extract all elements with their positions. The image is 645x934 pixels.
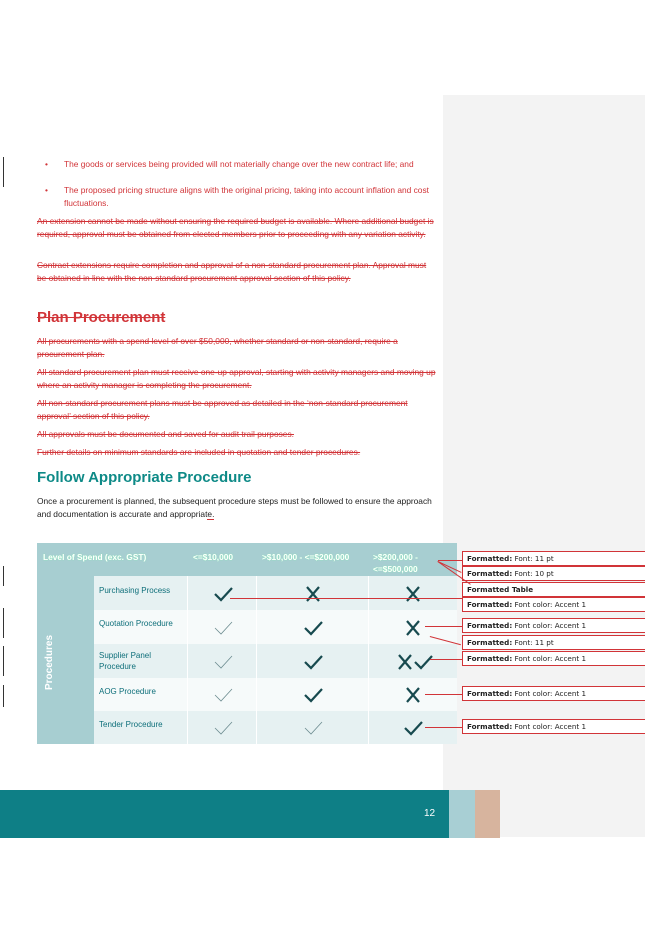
row-label: Quotation Procedure xyxy=(99,619,173,628)
comment-balloon[interactable] xyxy=(462,651,645,666)
row-label: AOG Procedure xyxy=(99,687,156,696)
comment-connector xyxy=(430,659,462,660)
comment-connector xyxy=(425,626,462,627)
section-heading: Follow Appropriate Procedure xyxy=(37,469,252,486)
cross-icon xyxy=(402,585,424,603)
check-icon xyxy=(212,585,234,603)
comment-balloon[interactable] xyxy=(462,686,645,701)
paragraph: All non-standard procurement plans must be approved as detailed in the ‘non-standard procurement approval’ section of this policy. xyxy=(37,398,408,421)
change-bar xyxy=(3,685,4,707)
row-label: Supplier Panel Procedure xyxy=(99,651,152,671)
page-number: 12 xyxy=(424,808,436,819)
cross-icon xyxy=(302,585,324,603)
comment-balloon[interactable] xyxy=(462,597,645,612)
cross-icon xyxy=(402,619,424,637)
column-divider xyxy=(368,576,369,744)
comment-title: Formatted Table xyxy=(467,585,534,594)
comment-title: Formatted: xyxy=(467,638,513,647)
paragraph: Contract extensions require completion and approval of a non-standard procurement plan. Approval must be obtained in line with the non-standard procurement approval section of this policy. xyxy=(37,260,427,283)
check-icon xyxy=(212,653,234,671)
comment-title: Formatted: xyxy=(467,600,513,609)
comment-connector xyxy=(438,560,462,561)
comment-title: Formatted: xyxy=(467,689,513,698)
inserted-text: e. xyxy=(207,508,215,519)
comment-detail: Font: 11 pt xyxy=(514,554,554,563)
comment-balloon[interactable] xyxy=(462,582,645,597)
comment-title: Formatted: xyxy=(467,569,513,578)
column-divider xyxy=(187,576,188,744)
bullet-text: The proposed pricing structure aligns with the original pricing, taking into account inflation and cost fluctuations. xyxy=(64,185,429,208)
check-icon xyxy=(302,653,324,671)
comment-detail: Font color: Accent 1 xyxy=(514,654,587,663)
comment-detail: Font color: Accent 1 xyxy=(514,600,587,609)
paragraph: Further details on minimum standards are included in quotation and tender procedures. xyxy=(37,447,361,457)
comment-balloon[interactable] xyxy=(462,566,645,581)
paragraph: All standard procurement plan must receive one-up approval, starting with activity managers and moving up where an activity manager is completing the procurement. xyxy=(37,367,436,390)
paragraph xyxy=(37,495,437,520)
check-icon xyxy=(212,686,234,704)
check-icon xyxy=(302,686,324,704)
comment-balloon[interactable] xyxy=(462,618,645,633)
comment-detail: Font: 10 pt xyxy=(514,569,554,578)
bullet-marker: • xyxy=(45,159,48,169)
cross-icon xyxy=(402,686,424,704)
bullet-marker: • xyxy=(45,185,48,195)
comment-detail: Font color: Accent 1 xyxy=(514,689,587,698)
bullet-text: The goods or services being provided will not materially change over the new contract life; and xyxy=(64,159,414,169)
check-icon xyxy=(302,619,324,637)
paragraph: All procurements with a spend level of over $50,000, whether standard or non-standard, require a procurement plan. xyxy=(37,336,398,359)
comment-balloon[interactable] xyxy=(462,719,645,734)
comment-connector xyxy=(230,598,462,599)
footer-bar xyxy=(0,790,449,838)
row-label: Tender Procedure xyxy=(99,720,163,729)
comment-title: Formatted: xyxy=(467,554,513,563)
comment-title: Formatted: xyxy=(467,722,513,731)
comment-detail: Font color: Accent 1 xyxy=(514,621,587,630)
paragraph: An extension cannot be made without ensuring the required budget is available. Where additional budget is required, approval must be obtained from elected members prior to proceeding with any variation activity. xyxy=(37,216,434,239)
comment-balloon[interactable] xyxy=(462,635,645,650)
comment-title: Formatted: xyxy=(467,654,513,663)
comment-balloon[interactable] xyxy=(462,551,645,566)
table-header-cell: Level of Spend (exc. GST) xyxy=(43,552,147,562)
comment-detail: Font: 11 pt xyxy=(514,638,554,647)
footer-accent-block xyxy=(449,790,475,838)
change-bar xyxy=(3,157,4,187)
check-icon xyxy=(302,719,324,737)
table-side-label: Procedures xyxy=(44,634,55,690)
change-bar xyxy=(3,566,4,586)
column-divider xyxy=(256,576,257,744)
check-icon xyxy=(412,653,434,671)
table-header-cell: <=$10,000 xyxy=(193,552,234,562)
table-header-cell: >$10,000 - <=$200,000 xyxy=(262,552,350,562)
paragraph-text: Once a procurement is planned, the subsequent procedure steps must be followed to ensure the approach and documentation is accurate and appropriat xyxy=(37,496,432,519)
change-bar xyxy=(3,646,4,676)
table-header-cell: >$200,000 - <=$500,000 xyxy=(373,552,418,574)
comment-connector xyxy=(425,727,462,728)
footer-accent-block xyxy=(475,790,500,838)
check-icon xyxy=(402,719,424,737)
comment-detail: Font color: Accent 1 xyxy=(514,722,587,731)
change-bar xyxy=(3,608,4,638)
check-icon xyxy=(212,719,234,737)
row-label: Purchasing Process xyxy=(99,586,171,595)
comment-title: Formatted: xyxy=(467,621,513,630)
section-heading-deleted: Plan Procurement xyxy=(37,309,166,326)
paragraph: All approvals must be documented and saved for audit trail purposes. xyxy=(37,429,294,439)
comment-connector xyxy=(425,694,462,695)
check-icon xyxy=(212,619,234,637)
